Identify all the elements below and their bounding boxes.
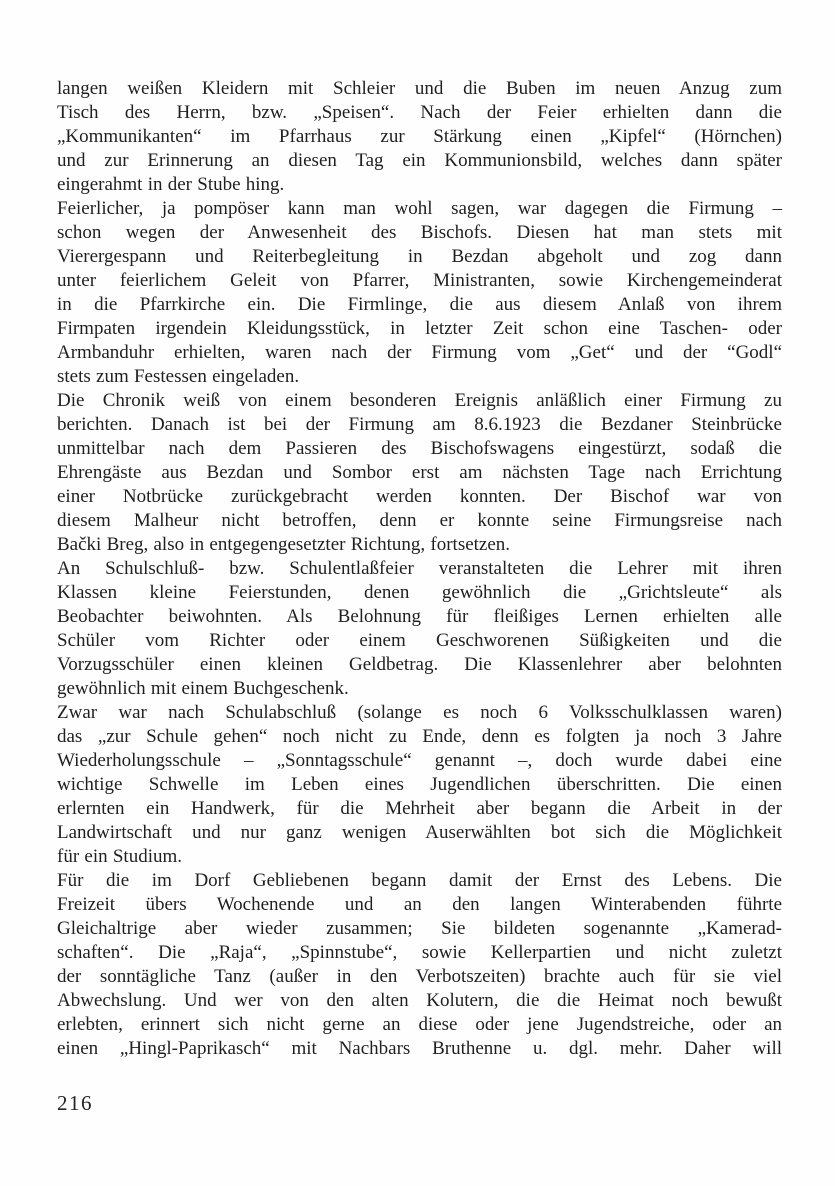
text-line: eingerahmt in der Stube hing.	[57, 174, 285, 195]
text-line: Zwar war nach Schulabschluß (solange es noch 6 Volksschulklassen waren)	[57, 702, 782, 723]
text-line: erlernten ein Handwerk, für die Mehrheit aber begann die Arbeit in der	[57, 798, 782, 819]
text-line: Ehrengäste aus Bezdan und Sombor erst am nächsten Tage nach Errichtung	[57, 462, 782, 483]
text-line: Abwechslung. Und wer von den alten Kolutern, die die Heimat noch bewußt	[57, 990, 782, 1011]
text-line: Firmpaten irgendein Kleidungsstück, in letzter Zeit schon eine Taschen- oder	[57, 318, 782, 339]
text-line: Die Chronik weiß von einem besonderen Ereignis anläßlich einer Firmung zu	[57, 390, 782, 411]
paragraph	[57, 389, 782, 557]
text-line: Wiederholungsschule – „Sonntagsschule“ genannt –, doch wurde dabei eine	[57, 750, 782, 771]
text-line: schon wegen der Anwesenheit des Bischofs. Diesen hat man stets mit	[57, 222, 782, 243]
text-line: und zur Erinnerung an diesen Tag ein Kommunionsbild, welches dann später	[57, 150, 782, 171]
paragraph	[57, 197, 782, 389]
page-number: 216	[57, 1091, 93, 1115]
text-line: wichtige Schwelle im Leben eines Jugendlichen überschritten. Die einen	[57, 774, 782, 795]
text-line: diesem Malheur nicht betroffen, denn er konnte seine Firmungsreise nach	[57, 510, 782, 531]
text-line: Klassen kleine Feierstunden, denen gewöhnlich die „Grichtsleute“ als	[57, 582, 782, 603]
text-line: Vierergespann und Reiterbegleitung in Bezdan abgeholt und zog dann	[57, 246, 782, 267]
text-line: An Schulschluß- bzw. Schulentlaßfeier veranstalteten die Lehrer mit ihren	[57, 558, 782, 579]
text-line: Schüler vom Richter oder einem Geschworenen Süßigkeiten und die	[57, 630, 782, 651]
text-line: gewöhnlich mit einem Buchgeschenk.	[57, 678, 349, 699]
text-line: in die Pfarrkirche ein. Die Firmlinge, die aus diesem Anlaß von ihrem	[57, 294, 782, 315]
text-line: Vorzugsschüler einen kleinen Geldbetrag. Die Klassenlehrer aber belohnten	[57, 654, 782, 675]
text-line: langen weißen Kleidern mit Schleier und die Buben im neuen Anzug zum	[57, 78, 782, 99]
text-line: Für die im Dorf Gebliebenen begann damit der Ernst des Lebens. Die	[57, 870, 782, 891]
paragraph	[57, 557, 782, 701]
text-line: Landwirtschaft und nur ganz wenigen Auserwählten bot sich die Möglichkeit	[57, 822, 782, 843]
text-line: Gleichaltrige aber wieder zusammen; Sie bildeten sogenannte „Kamerad-	[57, 918, 782, 939]
paragraph	[57, 77, 782, 197]
text-line: für ein Studium.	[57, 846, 183, 867]
text-line: unmittelbar nach dem Passieren des Bischofswagens eingestürzt, sodaß die	[57, 438, 782, 459]
page-text-block	[57, 77, 782, 1061]
text-line: der sonntägliche Tanz (außer in den Verbotszeiten) brachte auch für sie viel	[57, 966, 782, 987]
text-line: Freizeit übers Wochenende und an den langen Winterabenden führte	[57, 894, 782, 915]
text-line: einer Notbrücke zurückgebracht werden konnten. Der Bischof war von	[57, 486, 782, 507]
text-line: schaften“. Die „Raja“, „Spinnstube“, sowie Kellerpartien und nicht zuletzt	[57, 942, 782, 963]
text-line: Bački Breg, also in entgegengesetzter Richtung, fortsetzen.	[57, 534, 511, 555]
text-line: Tisch des Herrn, bzw. „Speisen“. Nach der Feier erhielten dann die	[57, 102, 782, 123]
paragraph	[57, 701, 782, 869]
text-line: Feierlicher, ja pompöser kann man wohl sagen, war dagegen die Firmung –	[57, 198, 782, 219]
text-line: berichten. Danach ist bei der Firmung am 8.6.1923 die Bezdaner Steinbrücke	[57, 414, 782, 435]
text-line: „Kommunikanten“ im Pfarrhaus zur Stärkung einen „Kipfel“ (Hörnchen)	[57, 126, 782, 147]
text-line: einen „Hingl-Paprikasch“ mit Nachbars Bruthenne u. dgl. mehr. Daher will	[57, 1038, 782, 1059]
text-line: Armbanduhr erhielten, waren nach der Firmung vom „Get“ und der “Godl“	[57, 342, 782, 363]
text-line: Beobachter beiwohnten. Als Belohnung für fleißiges Lernen erhielten alle	[57, 606, 782, 627]
paragraph	[57, 869, 782, 1061]
text-line: unter feierlichem Geleit von Pfarrer, Ministranten, sowie Kirchengemeinderat	[57, 270, 782, 291]
text-line: stets zum Festessen eingeladen.	[57, 366, 300, 387]
text-line: das „zur Schule gehen“ noch nicht zu Ende, denn es folgten ja noch 3 Jahre	[57, 726, 782, 747]
text-line: erlebten, erinnert sich nicht gerne an diese oder jene Jugendstreiche, oder an	[57, 1014, 782, 1035]
